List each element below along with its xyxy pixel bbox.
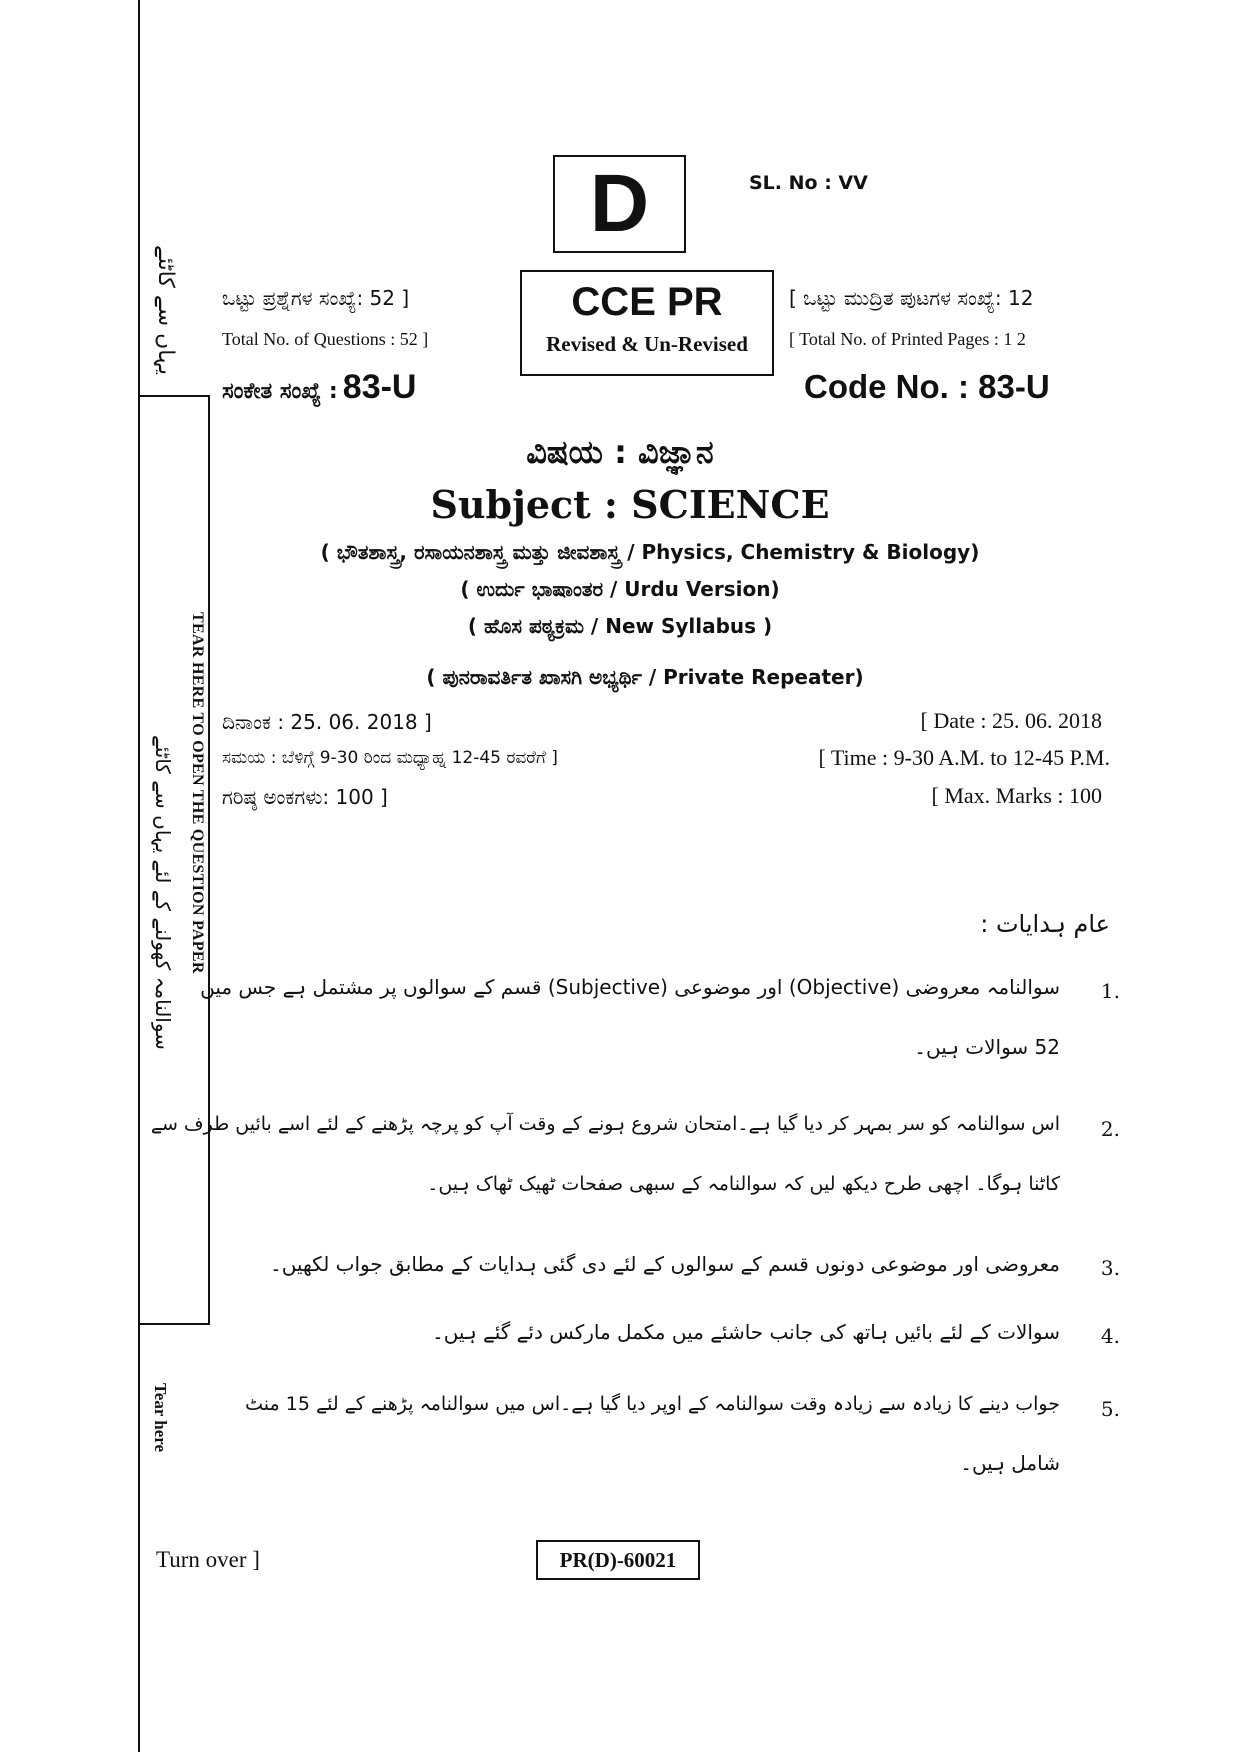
instruction-number: 1. [1100, 979, 1120, 1003]
margin-line-main [138, 0, 140, 1752]
questions-count-en: Total No. of Questions : 52 ] [222, 329, 429, 349]
tear-instruction-urdu: سوالنامہ کھولنے کے لئے یہاں سے کاٹئے [151, 735, 175, 1050]
code-kn [222, 368, 416, 407]
marks-en: [ Max. Marks : 100 [931, 783, 1102, 808]
code-kn-label: ಸಂಕೇತ ಸಂಖ್ಯೆ : [222, 379, 338, 404]
set-letter-box [553, 155, 686, 253]
instruction-number: 5. [1100, 1397, 1120, 1421]
instruction-item [220, 1252, 1120, 1302]
instruction-line: شامل ہیں۔ [960, 1451, 1060, 1475]
instruction-line: جواب دینے کا زیادہ سے زیادہ وقت سوالنامہ کے اوپر دیا گیا ہے۔اس میں سوالنامہ پڑھنے کے لئے 15 منٹ [245, 1393, 1060, 1415]
exam-name: CCE PR [571, 280, 723, 324]
marks-kn: ಗರಿಷ್ಠ ಅಂಕಗಳು: 100 ] [222, 785, 388, 809]
instruction-item [200, 975, 1120, 1085]
tear-instruction: TEAR HERE TO OPEN THE QUESTION PAPER [189, 612, 206, 974]
exam-revised: Revised & Un-Revised [546, 332, 748, 356]
instructions-heading: عام ہدایات : [980, 910, 1110, 938]
instruction-item [150, 1113, 1120, 1223]
margin-line-inner [208, 395, 210, 1325]
margin-tick-top [138, 395, 210, 397]
instruction-number: 2. [1100, 1117, 1120, 1141]
instruction-number: 4. [1100, 1324, 1120, 1348]
set-letter: D [589, 158, 650, 249]
margin-tick-bottom [138, 1323, 210, 1325]
subject-candidate: ( ಪುನರಾವರ್ತಿತ ಖಾಸಗಿ ಅಭ್ಯರ್ಥಿ / Private Repeater) [426, 665, 864, 689]
instruction-line: کاٹنا ہوگا۔ اچھی طرح دیکھ لیں کہ سوالنامہ کے سبھی صفحات ٹھیک ٹھاک ہیں۔ [427, 1173, 1060, 1195]
instruction-line: سوالات کے لئے بائیں ہاتھ کی جانب حاشئے میں مکمل مارکس دئے گئے ہیں۔ [431, 1320, 1060, 1344]
instruction-line: سوالنامہ معروضی (Objective) اور موضوعی (Subjective) قسم کے سوالوں پر مشتمل ہے جس میں [200, 975, 1060, 999]
subject-en: Subject : SCIENCE [430, 482, 830, 527]
code-en: Code No. : 83-U [804, 368, 1050, 405]
instruction-number: 3. [1100, 1256, 1120, 1280]
paper-code: PR(D)-60021 [536, 1540, 700, 1580]
time-kn: ಸಮಯ : ಬೆಳಿಗ್ಗೆ 9-30 ರಿಂದ ಮಧ್ಯಾಹ್ನ 12-45 ರವರೆಗೆ ] [222, 748, 558, 768]
subject-branches: ( ಭೌತಶಾಸ್ತ್ರ, ರಸಾಯನಶಾಸ್ತ್ರ ಮತ್ತು ಜೀವಶಾಸ್ತ್ರ / Physics, Chemistry & Biology) [320, 540, 980, 564]
tear-here-label: Tear here [151, 1383, 170, 1453]
date-en: [ Date : 25. 06. 2018 [920, 708, 1102, 733]
instruction-item [220, 1320, 1120, 1370]
turn-over: Turn over ] [156, 1547, 260, 1572]
questions-count-kn: ಒಟ್ಟು ಪ್ರಶ್ನೆಗಳ ಸಂಖ್ಯೆ: 52 ] [222, 286, 410, 310]
instruction-line: 52 سوالات ہیں۔ [914, 1035, 1060, 1059]
code-kn-value: 83-U [342, 368, 417, 406]
margin-top-urdu: یہاں سے کاٹئے [153, 245, 178, 376]
subject-kn: ವಿಷಯ : ವಿಜ್ಞಾನ [526, 433, 714, 471]
instruction-item [220, 1393, 1120, 1503]
instruction-line: معروضی اور موضوعی دونوں قسم کے سوالوں کے لئے دی گئی ہدایات کے مطابق جواب لکھیں۔ [269, 1252, 1060, 1276]
date-kn: ದಿನಾಂಕ : 25. 06. 2018 ] [222, 710, 432, 734]
subject-version: ( ಉರ್ದು ಭಾಷಾಂತರ / Urdu Version) [460, 577, 780, 601]
instruction-line: اس سوالنامہ کو سر بمہر کر دیا گیا ہے۔امتحان شروع ہونے کے وقت آپ کو پرچہ پڑھنے کے لئے اسے بائیں طرف سے [150, 1113, 1060, 1135]
exam-box [520, 270, 774, 376]
pages-count-en: [ Total No. of Printed Pages : 1 2 [789, 329, 1026, 349]
serial-number: SL. No : VV [749, 172, 868, 194]
pages-count-kn: [ ಒಟ್ಟು ಮುದ್ರಿತ ಪುಟಗಳ ಸಂಖ್ಯೆ: 12 [789, 286, 1034, 310]
subject-syllabus: ( ಹೊಸ ಪಠ್ಯಕ್ರಮ / New Syllabus ) [467, 614, 773, 638]
time-en: [ Time : 9-30 A.M. to 12-45 P.M. [818, 745, 1110, 770]
